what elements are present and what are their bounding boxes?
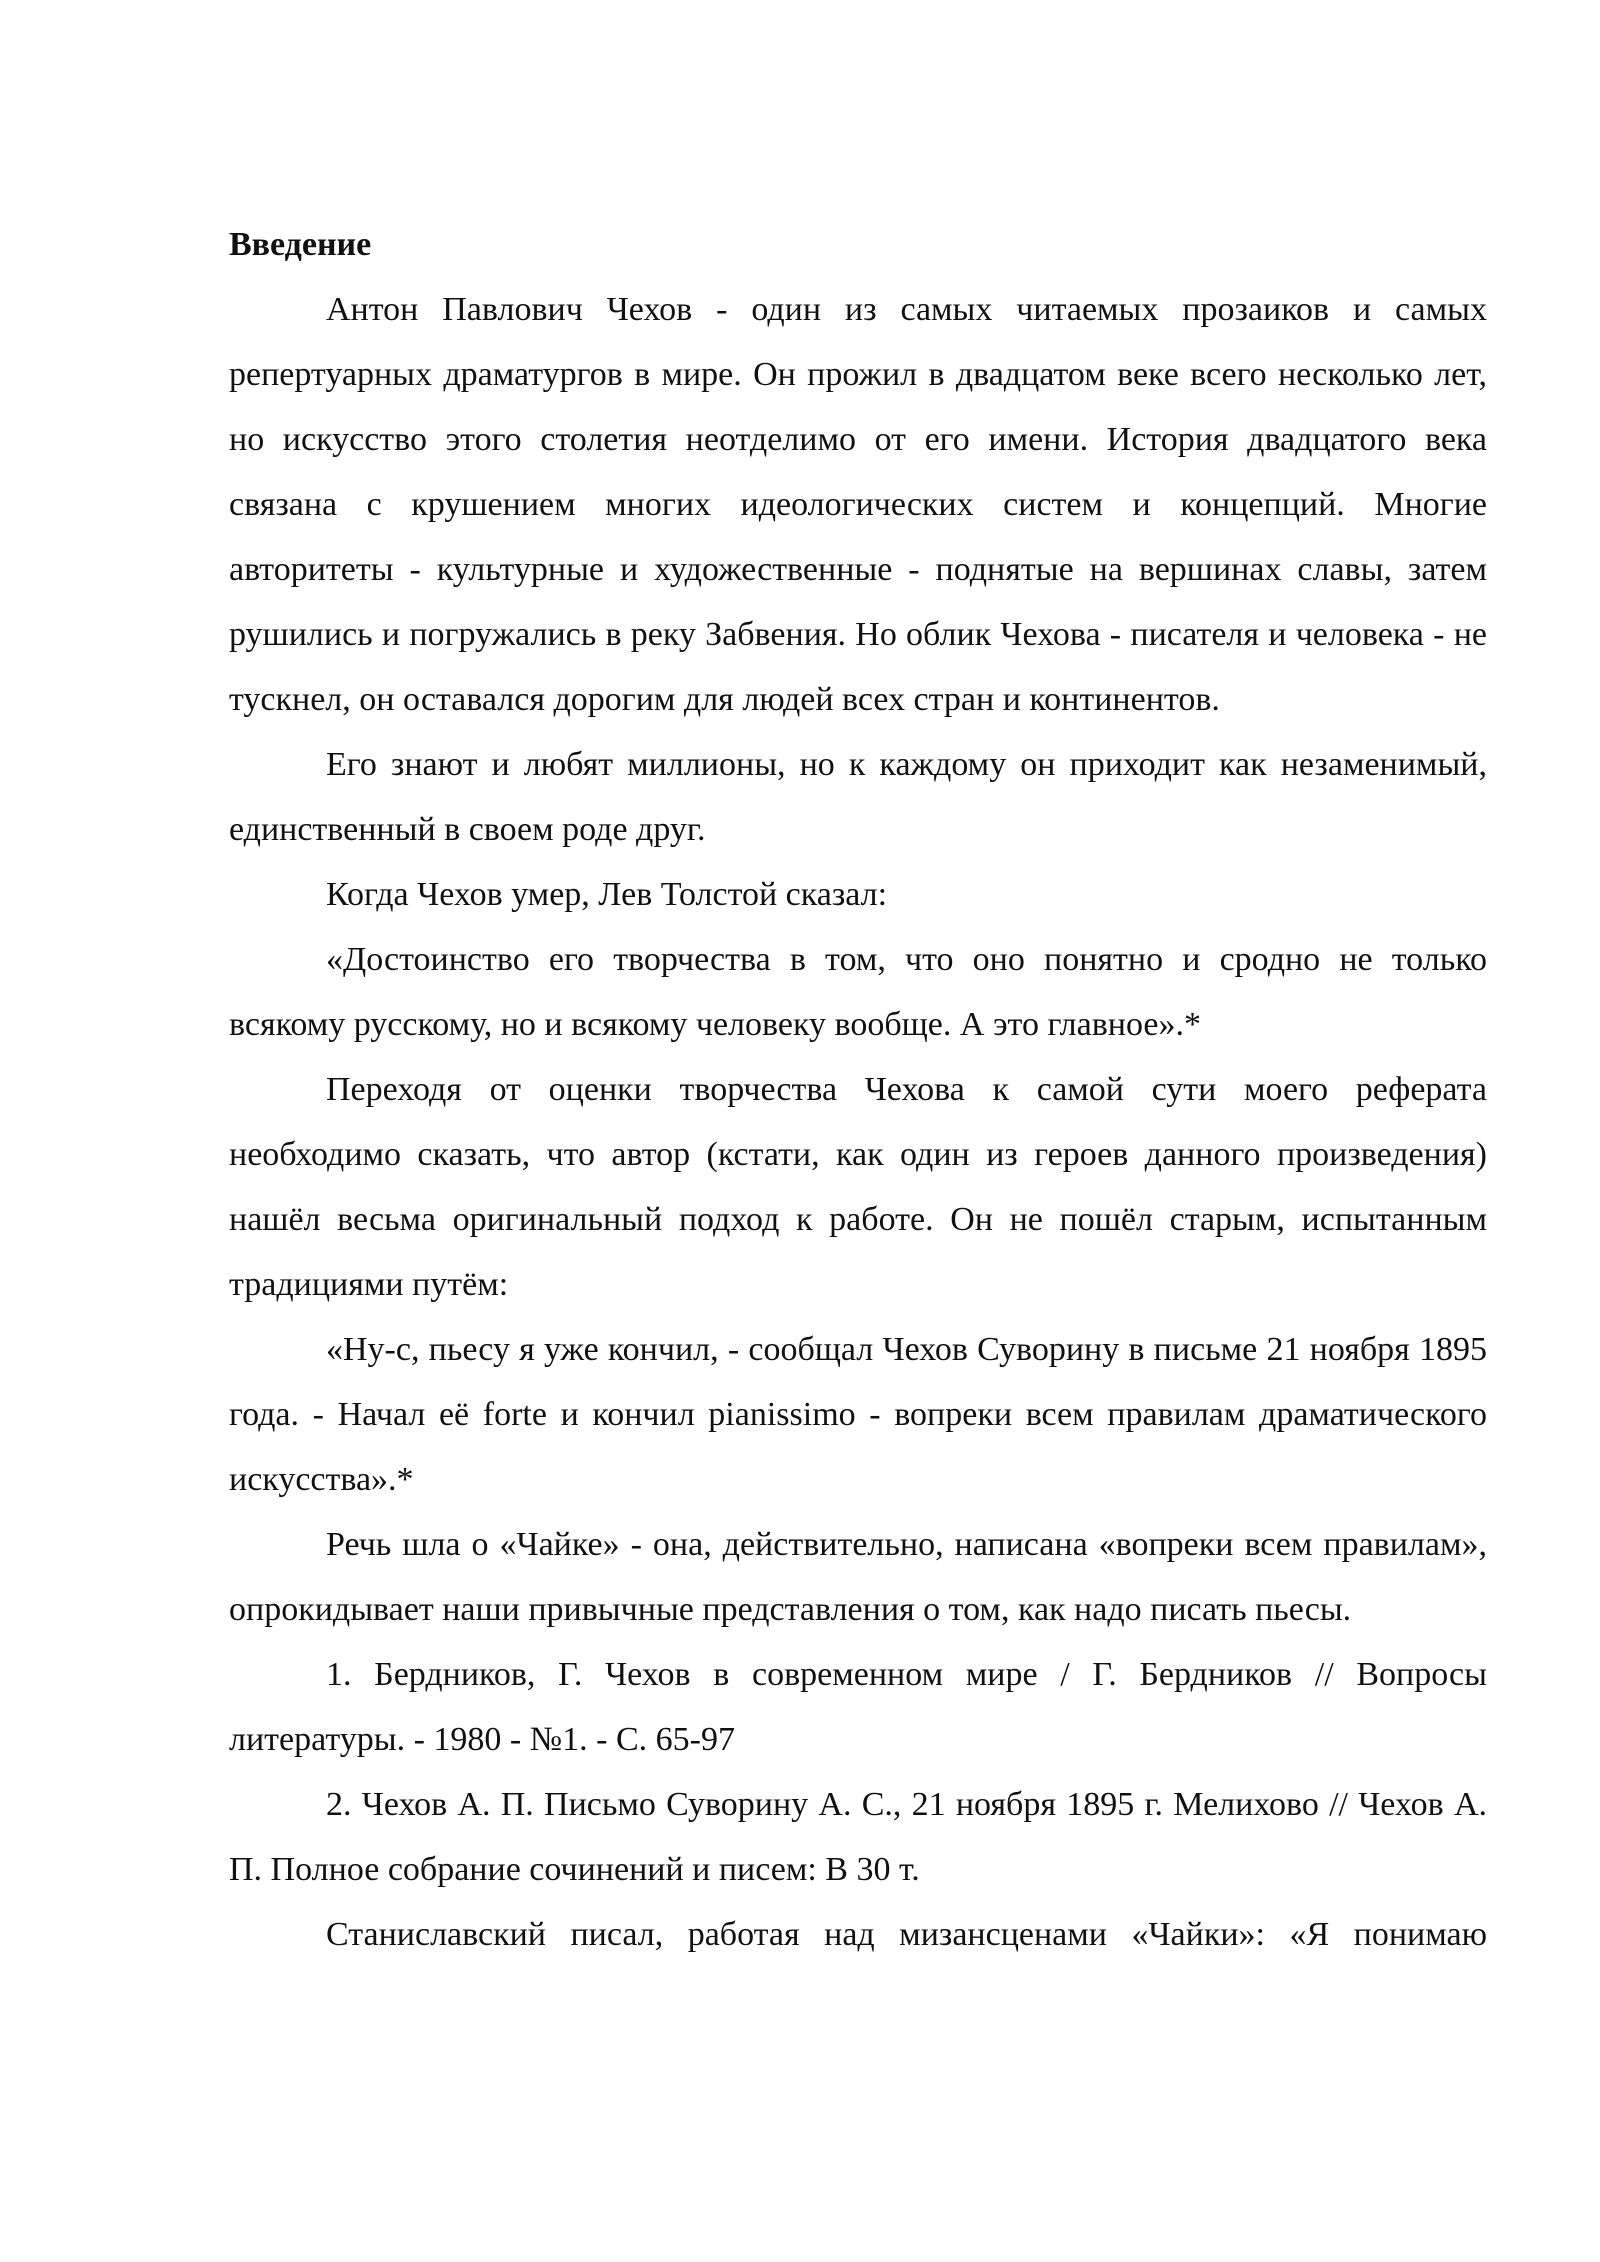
- paragraph-transition: Переходя от оценки творчества Чехова к самой сути моего реферата необходимо сказать, что автор (кстати, как один из героев данного произведения) нашёл весьма оригинальный подход к работе. Он не пошёл старым, испытанным традициями путём:: [229, 1071, 1487, 1303]
- footnote-1: 1. Бердников, Г. Чехов в современном мире / Г. Бердников // Вопросы литературы. - 1980 - №1. - С. 65-97: [229, 1656, 1487, 1758]
- paragraph-stanislavsky: Станиславский писал, работая над мизансценами «Чайки»: «Я понимаю: [326, 1916, 1487, 1953]
- document-body: [229, 212, 1487, 1967]
- paragraph-seagull: Речь шла о «Чайке» - она, действительно, написана «вопреки всем правилам», опрокидывает наши привычные представления о том, как надо писать пьесы.: [229, 1526, 1487, 1628]
- paragraph-intro: Антон Павлович Чехов - один из самых читаемых прозаиков и самых репертуарных драматургов в мире. Он прожил в двадцатом веке всего несколько лет, но искусство этого столетия неотделимо от его имени. История двадцатого века связана с крушением многих идеологических систем и концепций. Многие авторитеты - культурные и художественные - поднятые на вершинах славы, затем рушились и погружались в реку Забвения. Но облик Чехова - писателя и человека - не тускнел, он оставался дорогим для людей всех стран и континентов.: [229, 291, 1487, 718]
- paragraph-millions: Его знают и любят миллионы, но к каждому он приходит как незаменимый, единственный в своем роде друг.: [229, 746, 1487, 848]
- section-heading: Введение: [229, 226, 372, 263]
- paragraph-chekhov-letter-quote: «Ну-с, пьесу я уже кончил, - сообщал Чехов Суворину в письме 21 ноября 1895 года. - Начал её forte и кончил pianissimo - вопреки всем правилам драматического искусства».*: [229, 1331, 1487, 1498]
- paragraph-tolstoy-intro: Когда Чехов умер, Лев Толстой сказал:: [326, 876, 888, 913]
- paragraph-tolstoy-quote: «Достоинство его творчества в том, что оно понятно и сродно не только всякому русскому, но и всякому человеку вообще. А это главное».*: [229, 941, 1487, 1043]
- footnote-2: 2. Чехов А. П. Письмо Суворину А. С., 21 ноября 1895 г. Мелихово // Чехов А. П. Полное собрание сочинений и писем: В 30 т.: [229, 1786, 1487, 1888]
